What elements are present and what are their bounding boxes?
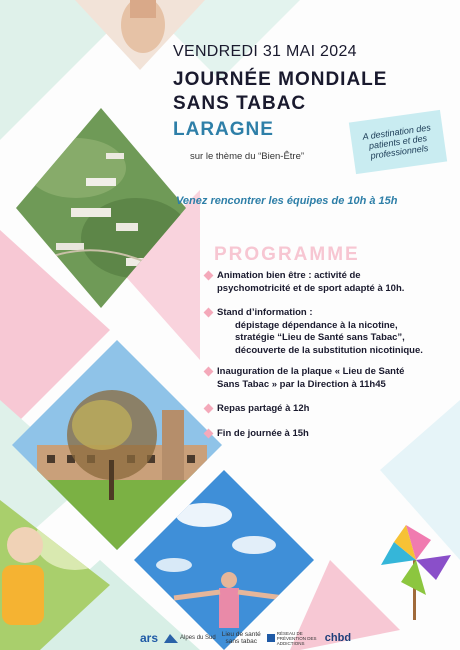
partner-logos bbox=[140, 626, 380, 650]
programme-item: Stand d’information : dépistage dépendance à la nicotine, stratégie “Lieu de Santé sans Tabac”, découverte de la substitution nicotinique. bbox=[217, 307, 423, 357]
square-icon bbox=[267, 634, 275, 642]
lieu-sante-logo: Lieu de santé sans tabac bbox=[221, 631, 261, 645]
sky-woman-photo bbox=[134, 470, 314, 650]
programme-item: Fin de journée à 15h bbox=[217, 428, 309, 441]
event-title-line2: SANS TABAC bbox=[173, 93, 307, 114]
chbd-logo: chbd bbox=[324, 632, 352, 644]
meet-teams-text: Venez rencontrer les équipes de 10h à 15h bbox=[176, 195, 398, 207]
pinwheel-icon bbox=[376, 520, 456, 620]
reseau-logo: RÉSEAU DE PRÉVENTION DES ADDICTIONS bbox=[267, 631, 319, 646]
event-title bbox=[173, 68, 387, 116]
event-theme: sur le thème du “Bien-Être” bbox=[190, 151, 305, 162]
region-logo: Alpes du Sud bbox=[164, 633, 216, 643]
programme-item: Inauguration de la plaque « Lieu de Santé Sans Tabac » par la Direction à 11h45 bbox=[217, 366, 404, 391]
mountain-icon bbox=[164, 633, 178, 643]
programme-item: Animation bien être : activité de psychomotricité et de sport adapté à 10h. bbox=[217, 270, 404, 295]
campus-aerial-photo bbox=[16, 108, 186, 308]
event-date: VENDREDI 31 MAI 2024 bbox=[173, 43, 357, 60]
programme-title: PROGRAMME bbox=[214, 244, 360, 265]
child-photo bbox=[0, 500, 110, 650]
event-city: LARAGNE bbox=[173, 119, 274, 140]
programme-item: Repas partagé à 12h bbox=[217, 403, 309, 416]
audience-text: A destination des patients et des professionnels bbox=[361, 122, 432, 161]
event-title-line1: JOURNÉE MONDIALE bbox=[173, 69, 388, 90]
hand-photo bbox=[75, 0, 205, 75]
ars-logo: ars bbox=[140, 631, 159, 645]
